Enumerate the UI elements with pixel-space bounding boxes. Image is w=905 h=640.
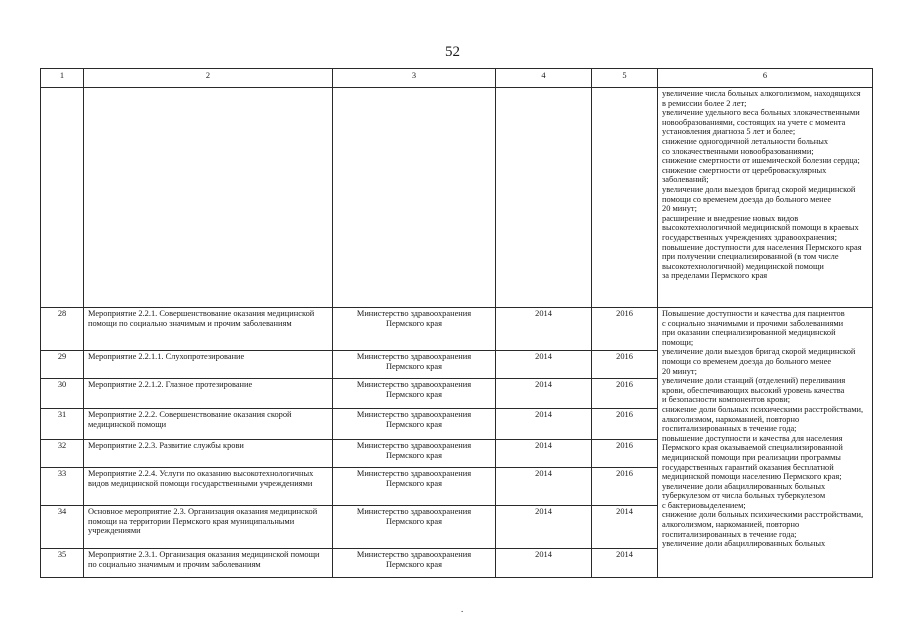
row-number: 28 [41, 308, 84, 351]
result-line: госпитализированных в течение года; [662, 424, 797, 434]
result-line: увеличение доли абациллированных больных [662, 481, 826, 491]
result-line: 20 минут; [662, 366, 697, 376]
result-line: с бактериовыделением; [662, 500, 746, 510]
page-number: 52 [445, 44, 460, 60]
responsible-ministry: Министерство здравоохранения Пермского края [333, 351, 496, 379]
description-line: увеличение числа больных алкоголизмом, находящихся [662, 89, 861, 98]
column-header: 6 [658, 69, 873, 88]
start-year: 2014 [496, 549, 592, 578]
result-line: алкоголизмом, наркоманией, повторно [662, 520, 800, 530]
empty-cell [592, 88, 658, 308]
footer-mark: . [461, 604, 464, 614]
result-line: крови, обеспечивающих высокий уровень качества [662, 385, 845, 395]
activity-name: Мероприятие 2.2.3. Развитие службы крови [84, 440, 333, 468]
responsible-ministry: Министерство здравоохранения Пермского края [333, 440, 496, 468]
end-year: 2014 [592, 506, 658, 549]
activity-name: Основное мероприятие 2.3. Организация оказания медицинской помощи на территории Пермского края муниципальными учреждениями [84, 506, 333, 549]
result-line: увеличение доли выездов бригад скорой медицинской [662, 347, 856, 357]
description-line: установления диагноза 5 лет и более; [662, 127, 796, 137]
result-line: при оказании специализированной медицинской [662, 328, 836, 338]
end-year: 2016 [592, 440, 658, 468]
row-number: 33 [41, 468, 84, 506]
column-header: 4 [496, 69, 592, 88]
responsible-ministry: Министерство здравоохранения Пермского края [333, 308, 496, 351]
activity-name: Мероприятие 2.2.1.1. Слухопротезирование [84, 351, 333, 379]
description-line: расширение и внедрение новых видов [662, 213, 799, 223]
start-year: 2014 [496, 440, 592, 468]
result-line: Пермского края оказываемой специализированной [662, 443, 843, 453]
activity-name: Мероприятие 2.2.4. Услуги по оказанию высокотехнологичных видов медицинской помощи государственными учреждениями [84, 468, 333, 506]
description-line: повышение доступности для населения Пермского края [662, 242, 862, 252]
row-number: 29 [41, 351, 84, 379]
table-row [41, 308, 873, 351]
row-number: 34 [41, 506, 84, 549]
row-number: 30 [41, 379, 84, 409]
description-line: 20 минут; [662, 204, 697, 214]
start-year: 2014 [496, 351, 592, 379]
result-line: и безопасности компонентов крови; [662, 395, 791, 405]
description-line: новообразованиями, состоящих на учете с момента [662, 117, 846, 127]
responsible-ministry: Министерство здравоохранения Пермского края [333, 506, 496, 549]
description-line: снижение смертности от ишемической болезни сердца; [662, 156, 860, 166]
result-line: с социально значимыми и прочими заболеваниями [662, 318, 844, 328]
description-line: заболеваний; [662, 175, 709, 185]
activity-name: Мероприятие 2.2.1. Совершенствование оказания медицинской помощи по социально значимым и прочим заболеваниям [84, 308, 333, 351]
result-line: снижение доли больных психическими расстройствами, [662, 510, 864, 520]
column-header: 3 [333, 69, 496, 88]
end-year: 2016 [592, 351, 658, 379]
column-header: 5 [592, 69, 658, 88]
result-line: медицинской помощи при реализации программы [662, 452, 841, 462]
activity-name: Мероприятие 2.3.1. Организация оказания медицинской помощи по социально значимым и прочим заболеваниям [84, 549, 333, 578]
responsible-ministry: Министерство здравоохранения Пермского края [333, 379, 496, 409]
empty-cell [84, 88, 333, 308]
result-line: алкоголизмом, наркоманией, повторно [662, 414, 800, 424]
empty-cell [333, 88, 496, 308]
end-year: 2016 [592, 308, 658, 351]
result-line: повышение доступности и качества для населения [662, 433, 843, 443]
result-line: снижение доли больных психическими расстройствами, [662, 404, 864, 414]
end-year: 2016 [592, 409, 658, 440]
description-line: в ремиссии более 2 лет; [662, 98, 747, 108]
end-year: 2014 [592, 549, 658, 578]
description-line: помощи со временем доезда до больного менее [662, 194, 832, 204]
description-line: со злокачественными новообразованиями; [662, 146, 814, 156]
description-line: за пределами Пермского края [662, 271, 768, 281]
description-line: снижение одногодичной летальности больных [662, 136, 829, 146]
description-line: высокотехнологичной) медицинской помощи [662, 261, 824, 271]
column-header: 1 [41, 69, 84, 88]
empty-cell [41, 88, 84, 308]
result-line: Повышение доступности и качества для пациентов [662, 309, 845, 318]
description-line: снижение смертности от цереброваскулярных [662, 165, 827, 175]
description-line: увеличение доли выездов бригад скорой медицинской [662, 184, 856, 194]
start-year: 2014 [496, 506, 592, 549]
result-line: увеличение доли станций (отделений) переливания [662, 376, 846, 386]
responsible-ministry: Министерство здравоохранения Пермского края [333, 409, 496, 440]
result-line: медицинской помощи населению Пермского края; [662, 472, 842, 482]
description-line: высокотехнологичной медицинской помощи в краевых [662, 223, 859, 233]
description-line: государственных учреждениях здравоохранения; [662, 232, 837, 242]
description-line: при получении специализированной (в том числе [662, 252, 839, 262]
expected-results [658, 308, 873, 578]
row-number: 35 [41, 549, 84, 578]
header-row [41, 69, 873, 88]
empty-cell [496, 88, 592, 308]
result-line: помощи; [662, 337, 694, 347]
start-year: 2014 [496, 468, 592, 506]
document-table [40, 68, 873, 578]
description-line: увеличение удельного веса больных злокачественными [662, 108, 860, 118]
row-number: 32 [41, 440, 84, 468]
start-year: 2014 [496, 308, 592, 351]
result-line: туберкулезом от числа больных туберкулезом [662, 491, 826, 501]
result-line: увеличение доли абациллированных больных [662, 539, 826, 549]
result-line: помощи со временем доезда до больного менее [662, 356, 832, 366]
activity-name: Мероприятие 2.2.1.2. Глазное протезирование [84, 379, 333, 409]
end-year: 2016 [592, 379, 658, 409]
end-year: 2016 [592, 468, 658, 506]
result-line: государственных гарантий оказания бесплатной [662, 462, 834, 472]
start-year: 2014 [496, 379, 592, 409]
continuation-row [41, 88, 873, 308]
row-number: 31 [41, 409, 84, 440]
activity-name: Мероприятие 2.2.2. Совершенствование оказания скорой медицинской помощи [84, 409, 333, 440]
responsible-ministry: Министерство здравоохранения Пермского края [333, 549, 496, 578]
result-line: госпитализированных в течение года; [662, 529, 797, 539]
responsible-ministry: Министерство здравоохранения Пермского края [333, 468, 496, 506]
continuation-description [658, 88, 873, 308]
start-year: 2014 [496, 409, 592, 440]
column-header: 2 [84, 69, 333, 88]
